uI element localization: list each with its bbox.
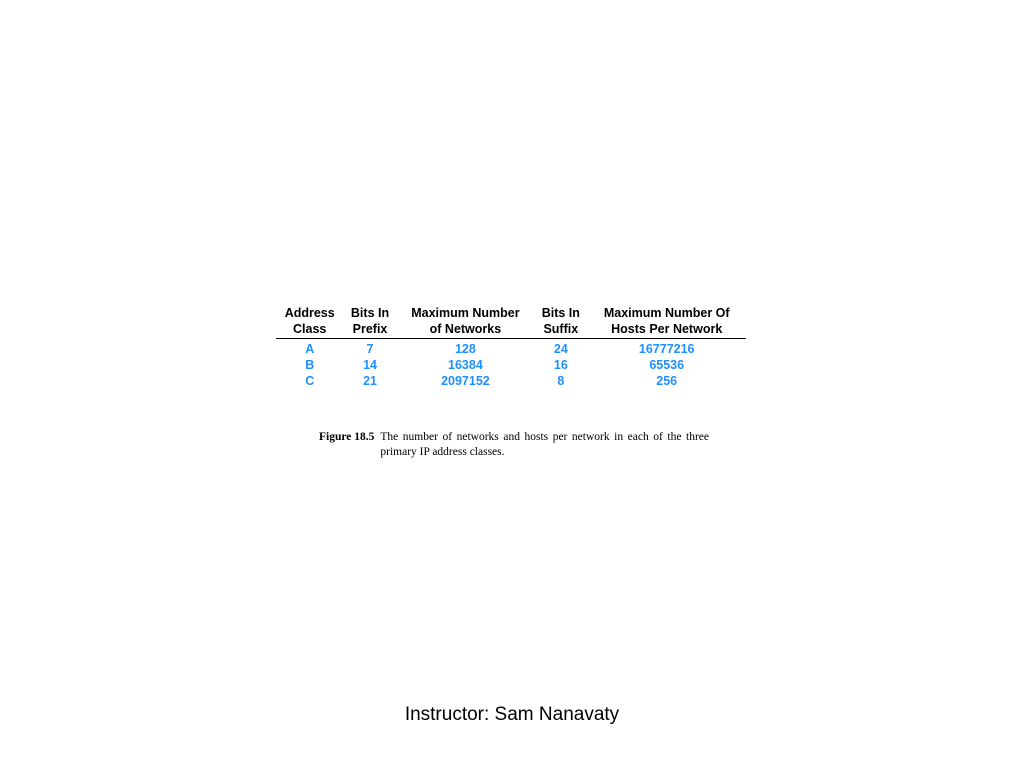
- header-line: Address: [284, 306, 335, 320]
- instructor-footer: Instructor: Sam Nanavaty: [404, 704, 620, 725]
- table-row: [276, 373, 746, 389]
- header-bits-in-prefix: [343, 305, 396, 339]
- header-bits-in-suffix: [534, 305, 587, 339]
- table-row: [276, 339, 746, 358]
- table-cell: 65536: [649, 358, 685, 372]
- header-line: Hosts Per Network: [611, 322, 723, 336]
- table-cell: 24: [553, 342, 568, 356]
- header-address-class: [276, 305, 343, 339]
- header-max-hosts: [587, 305, 746, 339]
- table-cell: 14: [363, 358, 377, 372]
- table-cell: C: [305, 374, 315, 388]
- header-line: Suffix: [543, 322, 579, 336]
- caption-text: The number of networks and hosts per network in each of the three primary IP address classes.: [380, 431, 709, 458]
- table-cell: 128: [454, 342, 476, 356]
- caption-label: Figure 18.5: [319, 431, 375, 443]
- table-header-row: [276, 305, 746, 339]
- table-cell: A: [305, 342, 315, 356]
- table-cell: 256: [656, 374, 678, 388]
- table-cell: B: [305, 358, 315, 372]
- table-cell: 7: [366, 342, 374, 356]
- header-line: Class: [293, 322, 327, 336]
- header-line: Maximum Number Of: [603, 306, 730, 320]
- table-cell: 16: [553, 358, 568, 372]
- table-row: [276, 357, 746, 373]
- header-line: Bits In: [350, 306, 390, 320]
- header-line: Prefix: [352, 322, 388, 336]
- figure-table: [276, 305, 748, 389]
- table-cell: 8: [557, 374, 565, 388]
- header-line: Maximum Number: [411, 306, 520, 320]
- header-line: of Networks: [429, 322, 502, 336]
- figure-caption: [319, 430, 709, 460]
- header-line: Bits In: [541, 306, 580, 320]
- table-cell: 21: [363, 374, 377, 388]
- header-max-networks: [397, 305, 535, 339]
- table-cell: 16384: [448, 358, 483, 372]
- ip-address-class-table: [276, 305, 746, 389]
- table-cell: 16777216: [638, 342, 695, 356]
- table-cell: 2097152: [441, 374, 490, 388]
